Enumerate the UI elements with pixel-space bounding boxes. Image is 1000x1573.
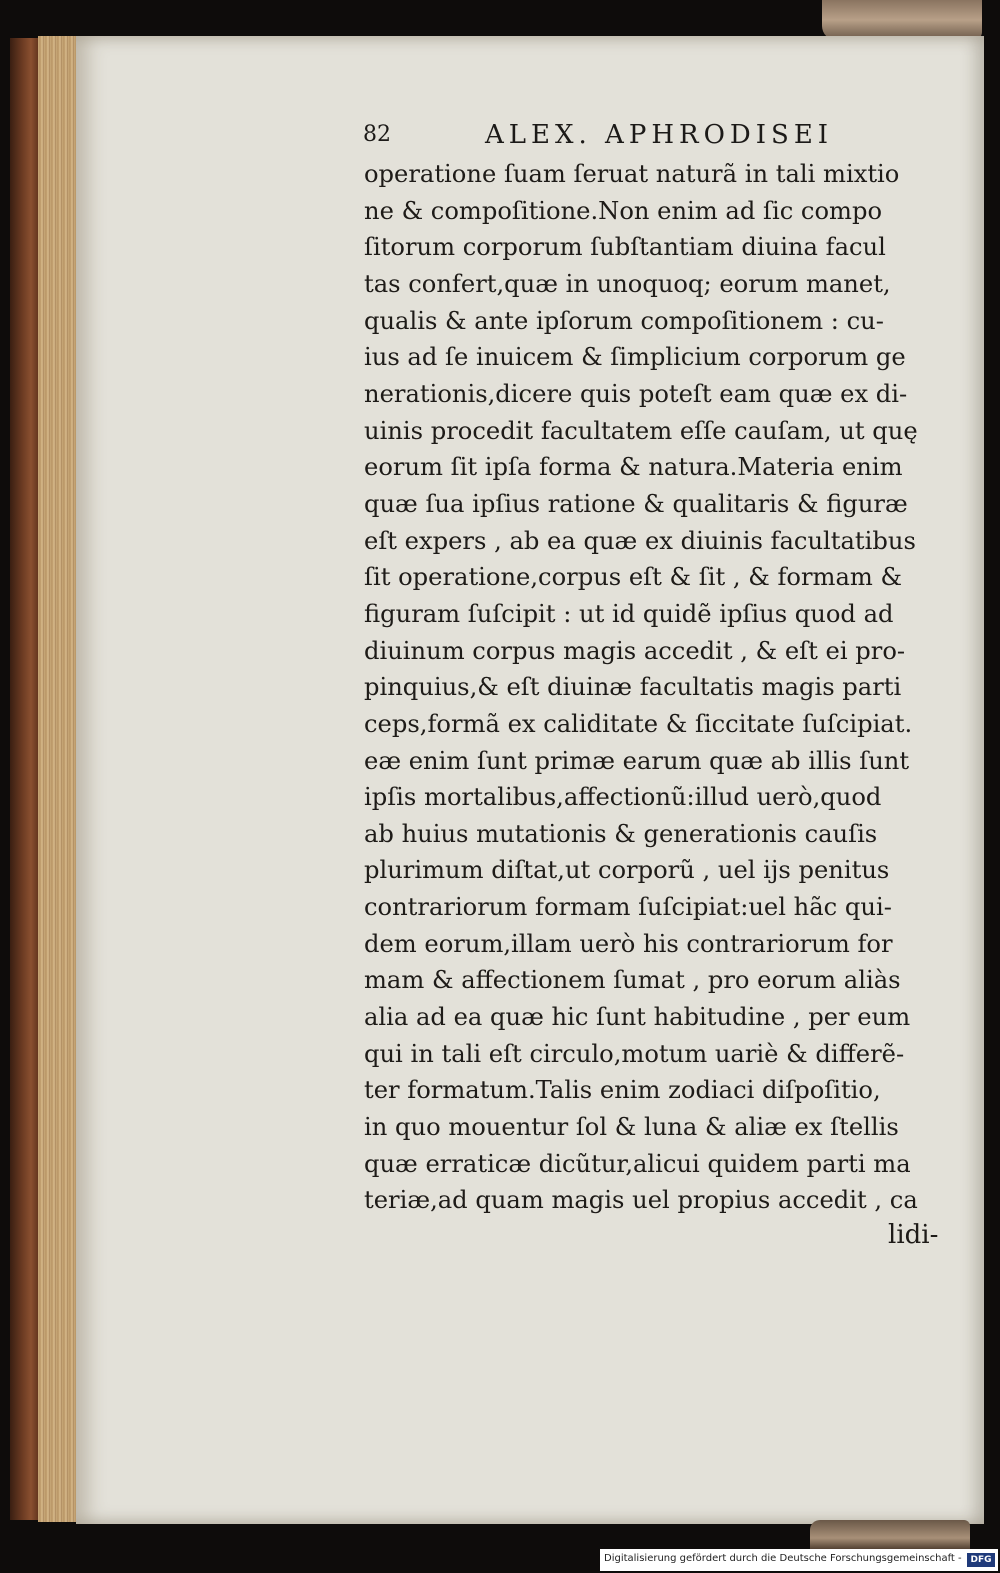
dfg-logo: DFG xyxy=(967,1553,995,1567)
text-line: eæ enim ſunt primæ earum quæ ab illis ſunt xyxy=(364,746,910,775)
bottom-clasp xyxy=(810,1520,970,1550)
text-line: uinis procedit facultatem eſſe cauſam, ut quę xyxy=(364,416,918,445)
text-line: ſit operatione,corpus eſt & ſit , & formam & xyxy=(364,563,903,592)
top-clasp xyxy=(822,0,982,40)
text-line: eorum ſit ipſa forma & natura.Materia enim xyxy=(364,453,903,482)
text-line: plurimum diſtat,ut corporũ , uel ijs penitus xyxy=(364,856,890,885)
catchword: lidi- xyxy=(888,1220,939,1250)
text-line: ipſis mortalibus,affectionũ:illud uerò,quod xyxy=(364,783,882,812)
text-line: mam & affectionem ſumat , pro eorum aliàs xyxy=(364,966,901,995)
text-line: alia ad ea quæ hic ſunt habitudine , per eum xyxy=(364,1003,911,1032)
text-line: teriæ,ad quam magis uel propius accedit , ca xyxy=(364,1186,918,1215)
text-line: diuinum corpus magis accedit , & eſt ei pro- xyxy=(364,636,906,665)
page-header xyxy=(363,120,963,160)
text-line: tas confert,quæ in unoquoq; eorum manet, xyxy=(364,269,891,298)
text-line: in quo mouentur ſol & luna & aliæ ex ſtellis xyxy=(364,1113,899,1142)
text-line: qualis & ante ipſorum compoſitionem : cu- xyxy=(364,306,884,335)
text-line: dem eorum,illam uerò his contrariorum for xyxy=(364,929,893,958)
running-title: ALEX. APHRODISEI xyxy=(485,120,834,150)
text-line: quæ erraticæ dicũtur,alicui quidem parti ma xyxy=(364,1149,911,1178)
text-line: contrariorum formam ſuſcipiat:uel hãc qui- xyxy=(364,893,892,922)
page-number: 82 xyxy=(363,122,391,147)
text-line: ab huius mutationis & generationis cauſis xyxy=(364,819,878,848)
text-line: quæ ſua ipſius ratione & qualitaris & figuræ xyxy=(364,489,908,518)
book-cover-edge xyxy=(10,38,40,1520)
text-line: nerationis,dicere quis poteſt eam quæ ex di- xyxy=(364,379,908,408)
text-line: figuram ſuſcipit : ut id quidẽ ipſius quod ad xyxy=(364,599,894,628)
digitization-footer xyxy=(600,1549,998,1571)
text-line: qui in tali eſt circulo,motum uariè & differẽ- xyxy=(364,1039,905,1068)
text-line: ne & compoſitione.Non enim ad ſic compo xyxy=(364,196,883,225)
text-line: ceps,formã ex caliditate & ſiccitate ſuſcipiat. xyxy=(364,709,913,738)
text-line: ius ad ſe inuicem & ſimplicium corporum ge xyxy=(364,343,906,372)
text-line: pinquius,& eſt diuinæ facultatis magis parti xyxy=(364,673,902,702)
footer-credit: Digitalisierung gefördert durch die Deutsche Forschungsgemeinschaft - xyxy=(604,1553,962,1564)
text-line: operatione ſuam ſeruat naturã in tali mixtio xyxy=(364,160,900,188)
body-text xyxy=(364,156,964,1219)
text-line: eſt expers , ab ea quæ ex diuinis facultatibus xyxy=(364,526,916,555)
text-line: ſitorum corporum ſubſtantiam diuina facul xyxy=(364,233,886,262)
text-line: ter formatum.Talis enim zodiaci diſpoſitio, xyxy=(364,1076,881,1105)
